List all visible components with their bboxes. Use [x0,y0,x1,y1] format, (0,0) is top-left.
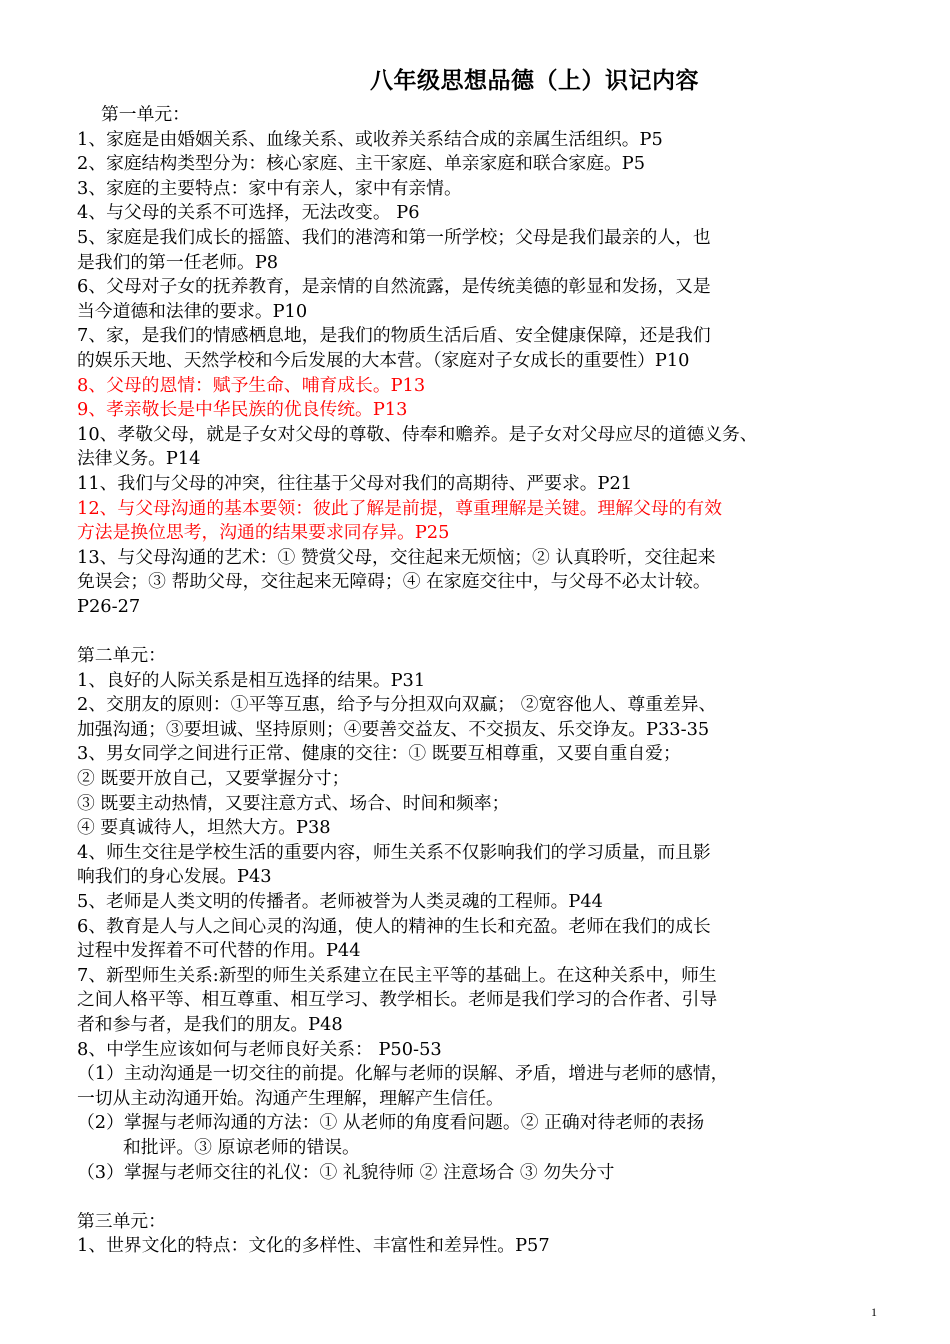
text-line: 一切从主动沟通开始。沟通产生理解，理解产生信任。 [77,1087,504,1109]
text-line: 1、良好的人际关系是相互选择的结果。P31 [77,669,426,691]
text-line: 1、世界文化的特点：文化的多样性、丰富性和差异性。P57 [77,1235,550,1257]
highlighted-line: 12、与父母沟通的基本要领：彼此了解是前提，尊重理解是关键。理解父母的有效 [77,497,722,519]
page-number: 1 [871,1305,877,1319]
text-line: P26-27 [77,595,141,617]
text-line: 4、与父母的关系不可选择，无法改变。 P6 [77,202,420,224]
text-line: 免误会；③ 帮助父母，交往起来无障碍；④ 在家庭交往中，与父母不必太计较。 [77,571,711,593]
spacer [77,619,897,644]
text-line: 之间人格平等、相互尊重、相互学习、教学相长。老师是我们学习的合作者、引导 [77,989,718,1011]
text-line: 是我们的第一任老师。P8 [77,251,279,273]
text-line: 3、男女同学之间进行正常、健康的交往：① 既要互相尊重，又要自重自爱； [77,743,681,765]
text-line: ② 既要开放自己，又要掌握分寸； [77,768,350,790]
text-line: 6、父母对子女的抚养教育，是亲情的自然流露，是传统美德的彰显和发扬，又是 [77,276,711,298]
text-line: （3）掌握与老师交往的礼仪：① 礼貌待师 ② 注意场合 ③ 勿失分寸 [77,1161,615,1183]
text-line: 11、我们与父母的冲突，往往基于父母对我们的高期待、严要求。P21 [77,472,633,494]
text-line: （1）主动沟通是一切交往的前提。化解与老师的误解、矛盾，增进与老师的感情， [77,1063,729,1085]
text-line: 6、教育是人与人之间心灵的沟通，使人的精神的生长和充盈。老师在我们的成长 [77,915,711,937]
text-line: 2、家庭结构类型分为：核心家庭、主干家庭、单亲家庭和联合家庭。P5 [77,153,646,175]
text-line: 10、孝敬父母，就是子女对父母的尊敬、侍奉和赡养。是子女对父母应尽的道德义务、 [77,423,758,445]
text-line: 3、家庭的主要特点：家中有亲人，家中有亲情。 [77,177,462,199]
text-line: 和批评。③ 原谅老师的错误。 [123,1136,360,1158]
text-line: 过程中发挥着不可代替的作用。P44 [77,940,361,962]
text-line: 5、老师是人类文明的传播者。老师被誉为人类灵魂的工程师。P44 [77,891,603,912]
document-body [77,103,897,1259]
text-line: 的娱乐天地、天然学校和今后发展的大本营。（家庭对子女成长的重要性）P10 [77,349,690,371]
text-line: 当今道德和法律的要求。P10 [77,300,308,322]
text-line: 7、新型师生关系:新型的师生关系建立在民主平等的基础上。在这种关系中，师生 [77,964,717,986]
highlighted-line: 9、孝亲敬长是中华民族的优良传统。P13 [77,399,408,421]
text-line: 者和参与者，是我们的朋友。P48 [77,1013,343,1035]
highlighted-line: 8、父母的恩情：赋予生命、哺育成长。P13 [77,374,426,396]
text-line: ④ 要真诚待人，坦然大方。P38 [77,817,331,839]
spacer [77,1185,897,1210]
text-line: 加强沟通；③要坦诚、坚持原则；④要善交益友、不交损友、乐交诤友。P33-35 [77,718,710,740]
text-line: 7、家，是我们的情感栖息地，是我们的物质生活后盾、安全健康保障，还是我们 [77,325,711,347]
text-line: 法律义务。P14 [77,448,201,470]
unit-heading: 第二单元： [77,645,166,667]
highlighted-line: 方法是换位思考，沟通的结果要求同存异。P25 [77,522,450,544]
unit-heading: 第三单元： [77,1210,166,1232]
text-line: 响我们的身心发展。P43 [77,866,272,888]
text-line: ③ 既要主动热情，又要注意方式、场合、时间和频率； [77,792,510,814]
unit-heading: 第一单元： [101,104,190,125]
text-line: 8、中学生应该如何与老师良好关系： P50-53 [77,1038,442,1060]
text-line: 2、交朋友的原则：①平等互惠，给予与分担双向双赢； ②宽容他人、尊重差异、 [77,694,717,716]
text-line: 4、师生交往是学校生活的重要内容，师生关系不仅影响我们的学习质量，而且影 [77,841,711,863]
text-line: 1、家庭是由婚姻关系、血缘关系、或收养关系结合成的亲属生活组织。P5 [77,128,663,150]
page-title: 八年级思想品德（上）识记内容 [370,68,699,94]
text-line: 13、与父母沟通的艺术：① 赞赏父母，交往起来无烦恼；② 认真聆听，交往起来 [77,546,716,568]
text-line: 5、家庭是我们成长的摇篮、我们的港湾和第一所学校；父母是我们最亲的人，也 [77,226,711,248]
text-line: （2）掌握与老师沟通的方法：① 从老师的角度看问题。② 正确对待老师的表扬 [77,1112,705,1134]
